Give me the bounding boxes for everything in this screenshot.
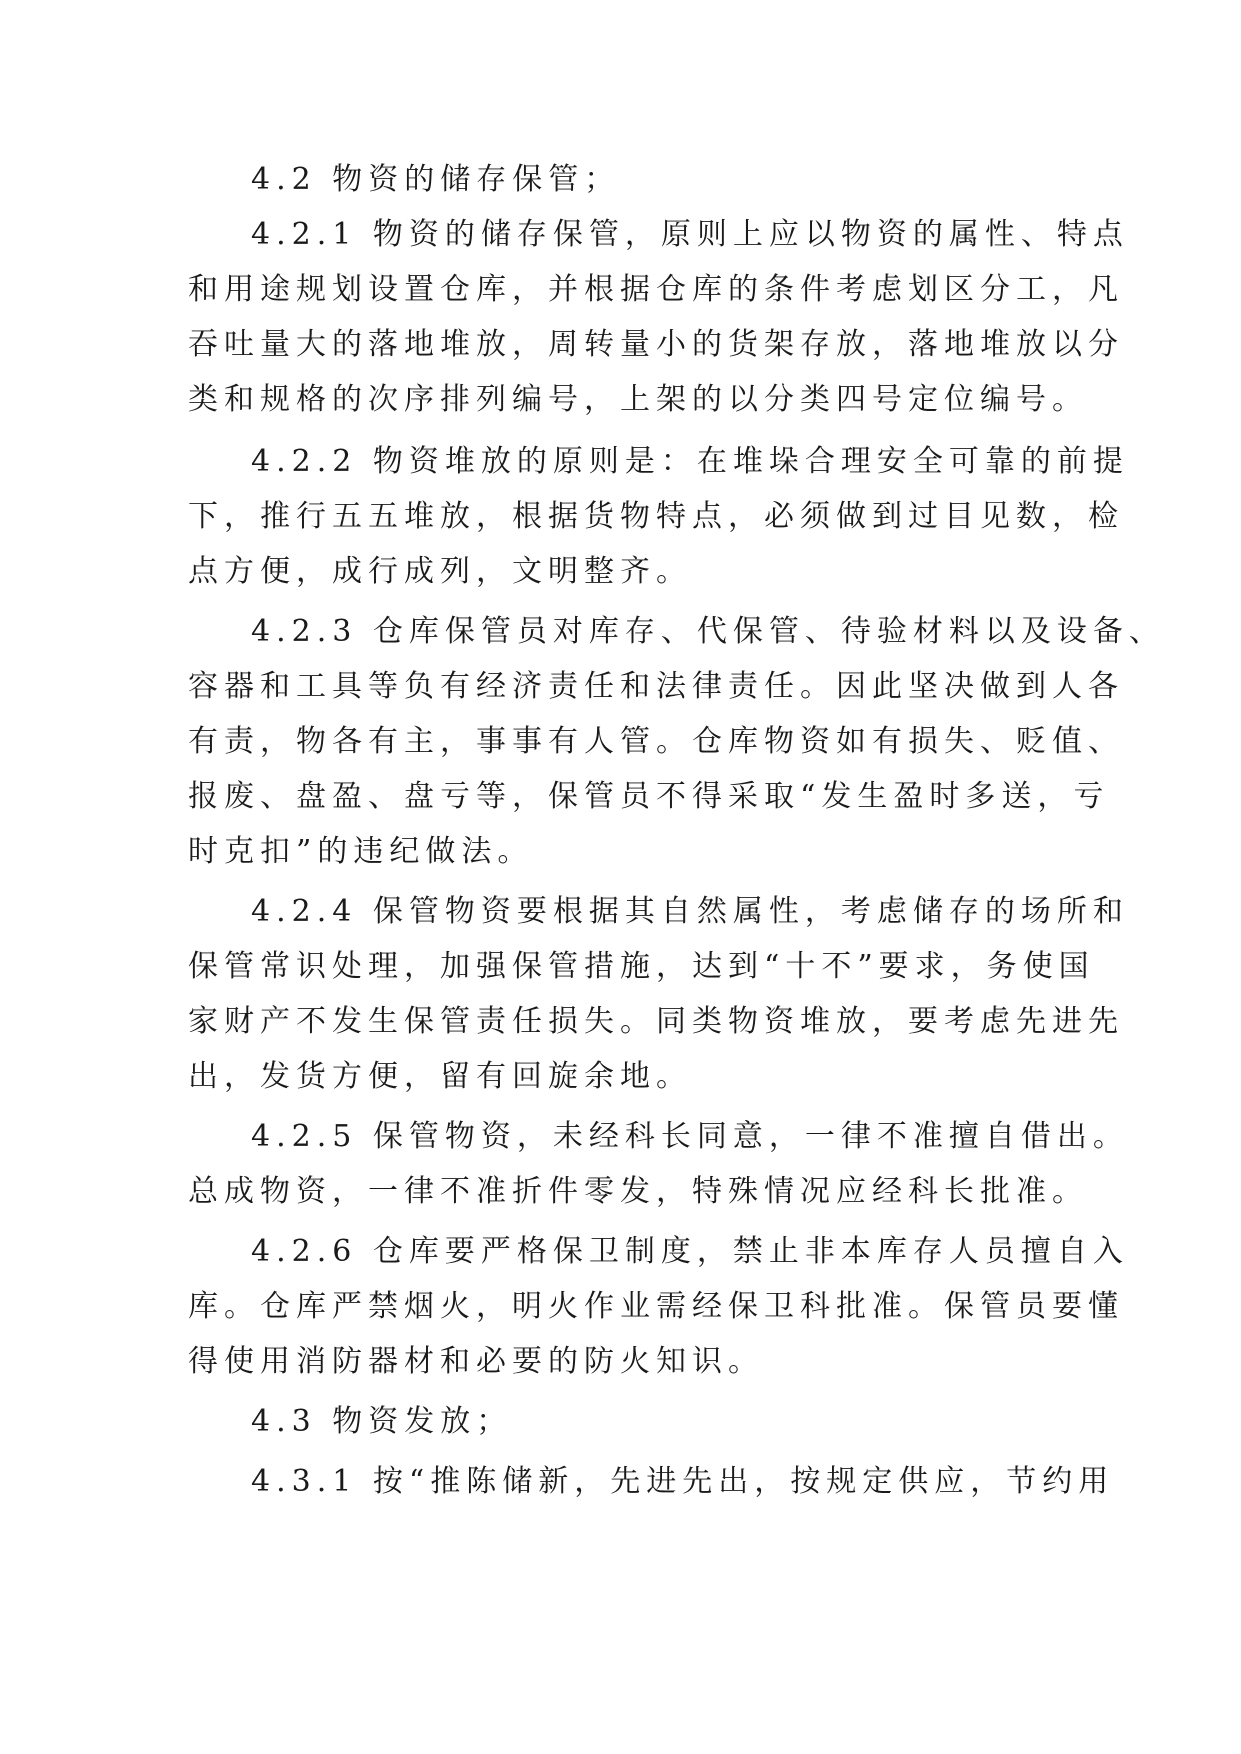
paragraph-4-2-6-line: 4.2.6 仓库要严格保卫制度，禁止非本库存人员擅自入 <box>251 1234 1129 1269</box>
paragraph-4-2-1-line: 4.2.1 物资的储存保管，原则上应以物资的属性、特点 <box>251 217 1129 252</box>
paragraph-4-2-2-line: 下，推行五五堆放，根据货物特点，必须做到过目见数，检 <box>188 499 1124 534</box>
paragraph-4-3-1-line: 4.3.1 按“推陈储新，先进先出，按规定供应，节约用 <box>251 1464 1115 1499</box>
paragraph-4-2-3-line: 时克扣”的违纪做法。 <box>188 834 534 869</box>
paragraph-4-2-1-line: 吞吐量大的落地堆放，周转量小的货架存放，落地堆放以分 <box>188 327 1124 362</box>
paragraph-4-2-3-line: 有责，物各有主，事事有人管。仓库物资如有损失、贬值、 <box>188 724 1124 759</box>
paragraph-4-2-5-line: 总成物资，一律不准折件零发，特殊情况应经科长批准。 <box>188 1174 1088 1209</box>
section-heading-4-3: 4.3 物资发放； <box>251 1404 513 1439</box>
paragraph-4-2-2-line: 4.2.2 物资堆放的原则是：在堆垛合理安全可靠的前提 <box>251 444 1129 479</box>
paragraph-4-2-5-line: 4.2.5 保管物资，未经科长同意，一律不准擅自借出。 <box>251 1119 1129 1154</box>
paragraph-4-2-4-line: 4.2.4 保管物资要根据其自然属性，考虑储存的场所和 <box>251 894 1129 929</box>
section-heading-4-2: 4.2 物资的储存保管； <box>251 162 621 197</box>
paragraph-4-2-6-line: 得使用消防器材和必要的防火知识。 <box>188 1344 764 1379</box>
paragraph-4-2-1-line: 和用途规划设置仓库，并根据仓库的条件考虑划区分工，凡 <box>188 272 1124 307</box>
paragraph-4-2-6-line: 库。仓库严禁烟火，明火作业需经保卫科批准。保管员要懂 <box>188 1289 1124 1324</box>
paragraph-4-2-3-line: 容器和工具等负有经济责任和法律责任。因此坚决做到人各 <box>188 669 1124 704</box>
paragraph-4-2-4-line: 保管常识处理，加强保管措施，达到“十不”要求，务使国 <box>188 949 1095 984</box>
paragraph-4-2-3-line: 4.2.3 仓库保管员对库存、代保管、待验材料以及设备、 <box>251 614 1165 649</box>
paragraph-4-2-4-line: 家财产不发生保管责任损失。同类物资堆放，要考虑先进先 <box>188 1004 1124 1039</box>
paragraph-4-2-4-line: 出，发货方便，留有回旋余地。 <box>188 1059 692 1094</box>
paragraph-4-2-2-line: 点方便，成行成列，文明整齐。 <box>188 554 692 589</box>
paragraph-4-2-3-line: 报废、盘盈、盘亏等，保管员不得采取“发生盈时多送，亏 <box>188 779 1110 814</box>
paragraph-4-2-1-line: 类和规格的次序排列编号，上架的以分类四号定位编号。 <box>188 382 1088 417</box>
